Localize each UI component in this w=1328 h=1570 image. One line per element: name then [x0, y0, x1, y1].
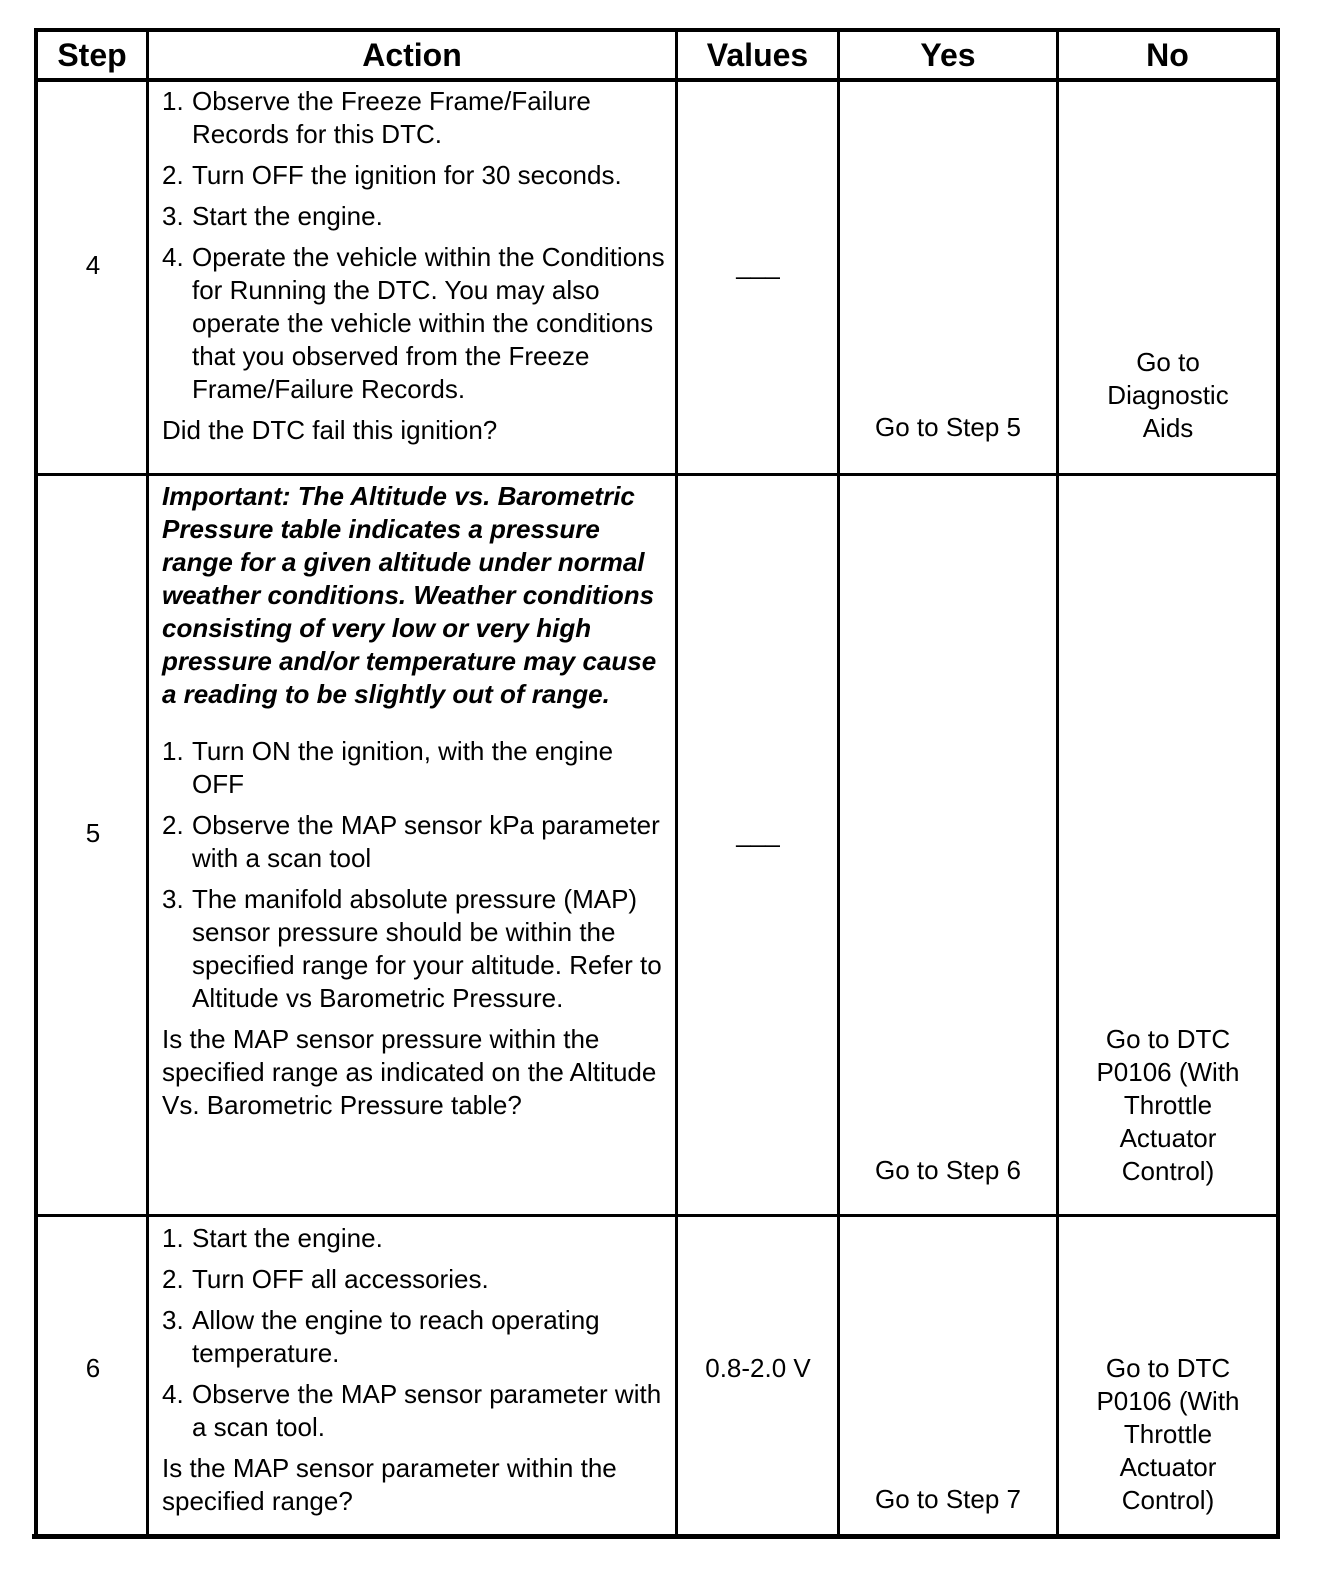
item-number: 1.: [162, 86, 184, 116]
action-step-text: Start the engine.: [192, 1223, 383, 1253]
row-divider: [34, 1214, 1280, 1217]
item-number: 2.: [162, 810, 184, 840]
step-number: 4: [85, 250, 101, 280]
action-question: Is the MAP sensor pressure within the specified range as indicated on the Altitude Vs. Barometric Pressure table?: [162, 1024, 657, 1120]
action-step: [162, 883, 668, 1015]
table-right-border: [1276, 28, 1280, 1538]
item-number: 4.: [162, 1379, 184, 1409]
no-cell: Go to DTC P0106 (With Throttle Actuator Control): [1096, 1024, 1240, 1186]
action-step-text: Turn OFF the ignition for 30 seconds.: [192, 160, 622, 190]
yes-cell: Go to Step 6: [875, 1155, 1021, 1185]
action-step: [162, 809, 668, 875]
header-yes: Yes: [920, 36, 976, 73]
step-number: 5: [85, 818, 101, 848]
values-cell: 0.8-2.0 V: [705, 1353, 811, 1383]
item-number: 2.: [162, 1264, 184, 1294]
item-number: 3.: [162, 1305, 184, 1335]
action-step: [162, 735, 668, 801]
header-step: Step: [57, 36, 127, 73]
action-step-text: Observe the MAP sensor kPa parameter with a scan tool: [192, 810, 660, 873]
action-cell: [162, 480, 668, 1122]
values-cell: ___: [736, 818, 780, 848]
action-question: Is the MAP sensor parameter within the specified range?: [162, 1453, 617, 1516]
action-question: Did the DTC fail this ignition?: [162, 415, 498, 445]
action-step-text: Observe the MAP sensor parameter with a scan tool.: [192, 1379, 662, 1442]
item-number: 1.: [162, 736, 184, 766]
action-step-text: Operate the vehicle within the Conditions for Running the DTC. You may also operate the vehicle within the conditions that you observed from the Freeze Frame/Failure Records.: [192, 242, 665, 404]
action-step-text: Start the engine.: [192, 201, 383, 231]
action-step: [162, 1304, 668, 1370]
no-cell: Go to Diagnostic Aids: [1107, 347, 1229, 443]
values-cell: ___: [736, 250, 780, 280]
step-number: 6: [85, 1353, 101, 1383]
action-step: [162, 1263, 668, 1296]
action-step: [162, 241, 668, 406]
important-note: Important: The Altitude vs. Barometric Pressure table indicates a pressure range for a given altitude under normal weather conditions. Weather conditions consisting of very low or very high pressure and/or temperature may cause a reading to be slightly out of range.: [162, 481, 657, 709]
action-step: [162, 1378, 668, 1444]
table-bottom-border: [32, 1534, 1280, 1539]
action-cell: [162, 85, 668, 447]
item-number: 3.: [162, 201, 184, 231]
item-number: 4.: [162, 242, 184, 272]
no-cell: Go to DTC P0106 (With Throttle Actuator Control): [1096, 1353, 1240, 1515]
action-step: [162, 1222, 668, 1255]
item-number: 3.: [162, 884, 184, 914]
item-number: 1.: [162, 1223, 184, 1253]
header-values: Values: [706, 36, 809, 73]
item-number: 2.: [162, 160, 184, 190]
action-step-text: Turn OFF all accessories.: [192, 1264, 489, 1294]
yes-cell: Go to Step 7: [875, 1484, 1021, 1514]
column-divider: [1056, 28, 1059, 1536]
action-step-text: Observe the Freeze Frame/Failure Records for this DTC.: [192, 86, 591, 149]
action-step: [162, 159, 668, 192]
header-no: No: [1146, 36, 1189, 73]
action-step: [162, 85, 668, 151]
table-left-border: [34, 218, 38, 1536]
action-step-text: Allow the engine to reach operating temperature.: [192, 1305, 600, 1368]
action-step-text: Turn ON the ignition, with the engine OFF: [192, 736, 614, 799]
action-step-text: The manifold absolute pressure (MAP) sensor pressure should be within the specified range for your altitude. Refer to Altitude vs Barometric Pressure.: [192, 884, 662, 1013]
row-divider: [34, 473, 1280, 476]
action-step: [162, 200, 668, 233]
yes-cell: Go to Step 5: [875, 412, 1021, 442]
action-cell: [162, 1222, 668, 1518]
header-action: Action: [362, 36, 462, 73]
